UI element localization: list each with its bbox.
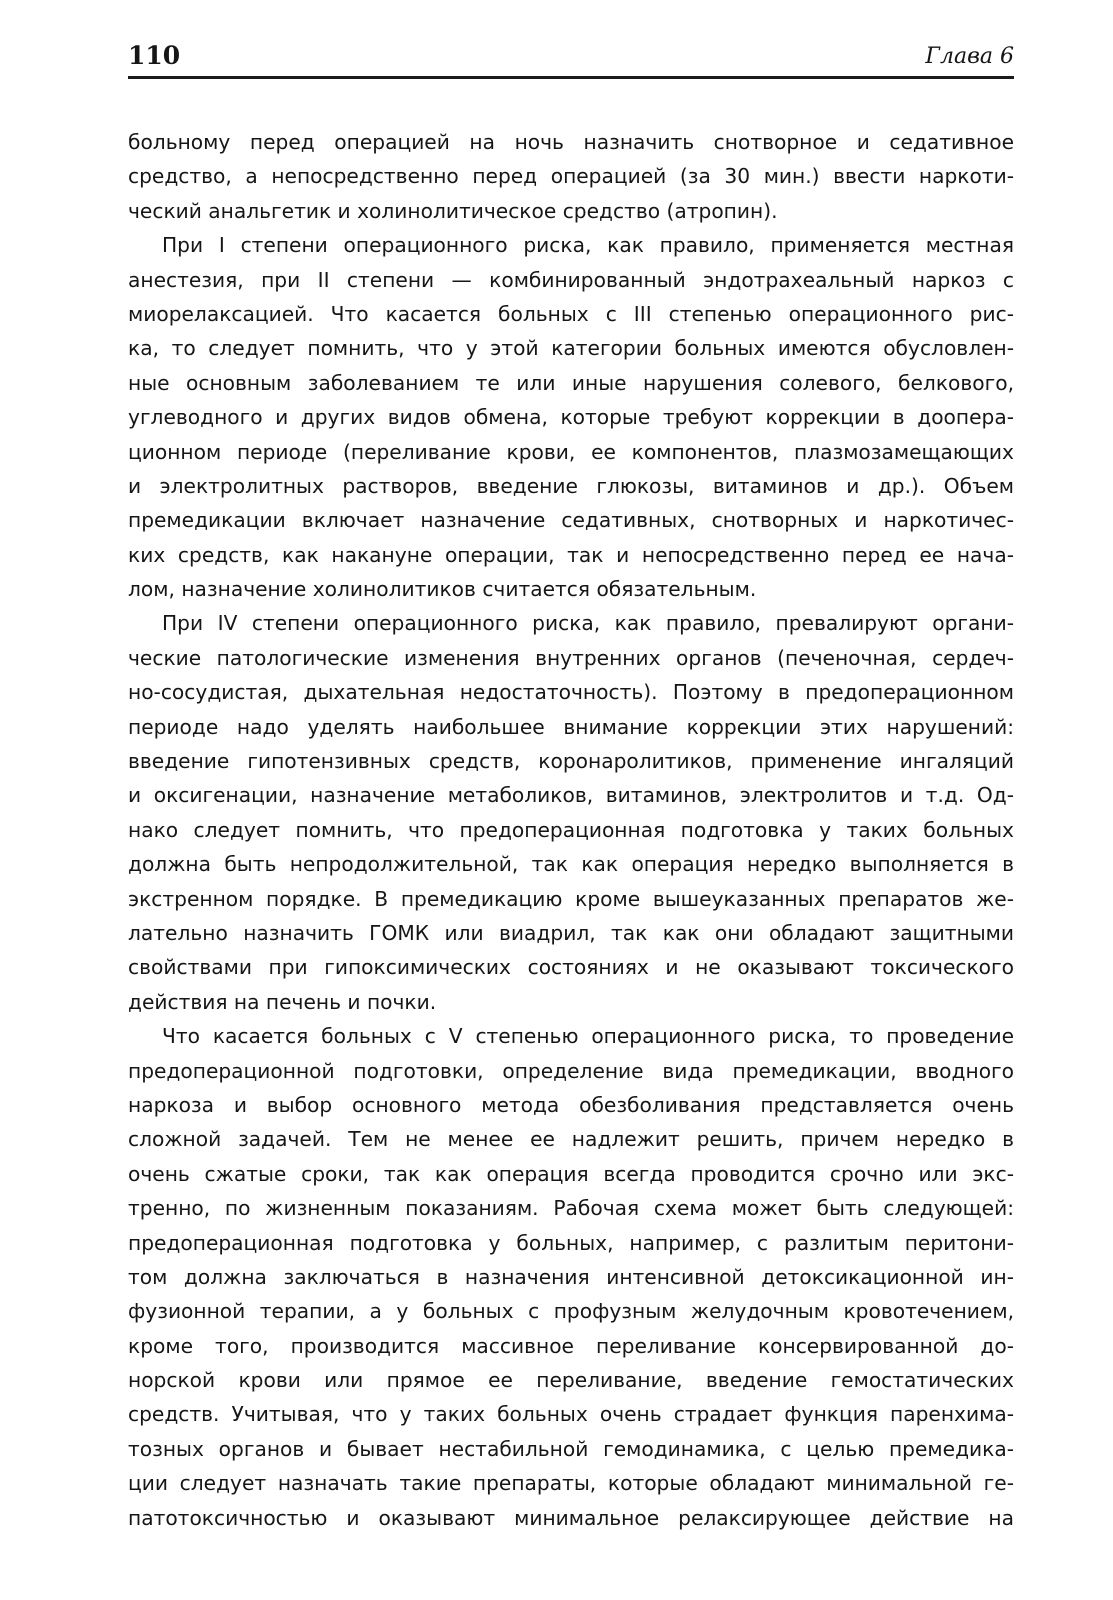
text-line: предоперационной подготовки, определение вида премедикации, вводного [128, 1058, 1014, 1083]
text-line: свойствами при гипоксимических состояниях и не оказывают токсического [128, 955, 1014, 980]
text-line: очень сжатые сроки, так как операция всегда проводится срочно или экс- [128, 1161, 1014, 1186]
paragraph [128, 1019, 1014, 1535]
text-line: средство, а непосредственно перед операцией (за 30 мин.) ввести наркоти- [128, 164, 1014, 189]
text-line: тренно, по жизненным показаниям. Рабочая схема может быть следующей: [128, 1196, 1014, 1221]
text-line: и электролитных растворов, введение глюкозы, витаминов и др.). Объем [128, 473, 1014, 498]
text-line: ка, то следует помнить, что у этой категории больных имеются обусловлен- [128, 336, 1014, 361]
text-line: тозных органов и бывает нестабильной гемодинамика, с целью премедика- [128, 1436, 1014, 1461]
text-line: кроме того, производится массивное переливание консервированной до- [128, 1333, 1014, 1358]
text-line: миорелаксацией. Что касается больных с III степенью операционного рис- [128, 301, 1014, 326]
text-line: лательно назначить ГОМК или виадрил, так как они обладают защитными [128, 920, 1014, 945]
text-line: периоде надо уделять наибольшее внимание коррекции этих нарушений: [128, 714, 1014, 739]
text-line: ции следует назначать такие препараты, которые обладают минимальной ге- [128, 1471, 1014, 1496]
text-line: патотоксичностью и оказывают минимальное релаксирующее действие на [128, 1505, 1014, 1530]
body-text [128, 125, 1014, 1535]
text-line: больному перед операцией на ночь назначить снотворное и седативное [128, 130, 1014, 154]
text-line: норской крови или прямое ее переливание, введение гемостатических [128, 1368, 1014, 1393]
text-line: ких средств, как накануне операции, так и непосредственно перед ее нача- [128, 542, 1014, 567]
text-line: ческие патологические изменения внутренних органов (печеночная, сердеч- [128, 645, 1014, 670]
text-line: ционном периоде (переливание крови, ее компонентов, плазмозамещающих [128, 439, 1014, 464]
text-line: предоперационная подготовка у больных, например, с разлитым перитони- [128, 1230, 1014, 1255]
text-line: премедикации включает назначение седативных, снотворных и наркотичес- [128, 508, 1014, 533]
chapter-title: Глава 6 [925, 44, 1014, 69]
text-line: и оксигенации, назначение метаболиков, витаминов, электролитов и т.д. Од- [128, 783, 1014, 808]
text-line: При IV степени операционного риска, как правило, превалируют органи- [162, 611, 1014, 636]
paragraph [128, 228, 1014, 606]
text-line: наркоза и выбор основного метода обезболивания представляется очень [128, 1092, 1014, 1117]
text-line: введение гипотензивных средств, коронаролитиков, применение ингаляций [128, 749, 1014, 774]
text-line: При I степени операционного риска, как правило, применяется местная [162, 233, 1014, 258]
text-line: лом, назначение холинолитиков считается обязательным. [128, 577, 757, 602]
page-number: 110 [128, 41, 181, 70]
text-line: ческий анальгетик и холинолитическое средство (атропин). [128, 198, 778, 223]
running-header [128, 40, 1014, 79]
text-line: средств. Учитывая, что у таких больных очень страдает функция паренхима- [128, 1402, 1014, 1427]
text-line: Что касается больных с V степенью операционного риска, то проведение [162, 1024, 1014, 1049]
text-line: действия на печень и почки. [128, 989, 437, 1014]
text-line: том должна заключаться в назначения интенсивной детоксикационной ин- [128, 1264, 1014, 1289]
text-line: ные основным заболеванием те или иные нарушения солевого, белкового, [128, 370, 1014, 395]
text-line: фузионной терапии, а у больных с профузным желудочным кровотечением, [128, 1299, 1014, 1324]
text-line: должна быть непродолжительной, так как операция нередко выполняется в [128, 852, 1014, 877]
paragraph [128, 125, 1014, 228]
text-line: сложной задачей. Тем не менее ее надлежит решить, причем нередко в [128, 1127, 1014, 1152]
book-page [128, 40, 1014, 1535]
text-line: анестезия, при II степени — комбинированный эндотрахеальный наркоз с [128, 267, 1014, 292]
text-line: углеводного и других видов обмена, которые требуют коррекции в доопера- [128, 405, 1014, 430]
text-line: нако следует помнить, что предоперационная подготовка у таких больных [128, 817, 1014, 842]
paragraph [128, 606, 1014, 1019]
text-line: но-сосудистая, дыхательная недостаточность). Поэтому в предоперационном [128, 680, 1014, 705]
text-line: экстренном порядке. В премедикацию кроме вышеуказанных препаратов же- [128, 886, 1014, 911]
